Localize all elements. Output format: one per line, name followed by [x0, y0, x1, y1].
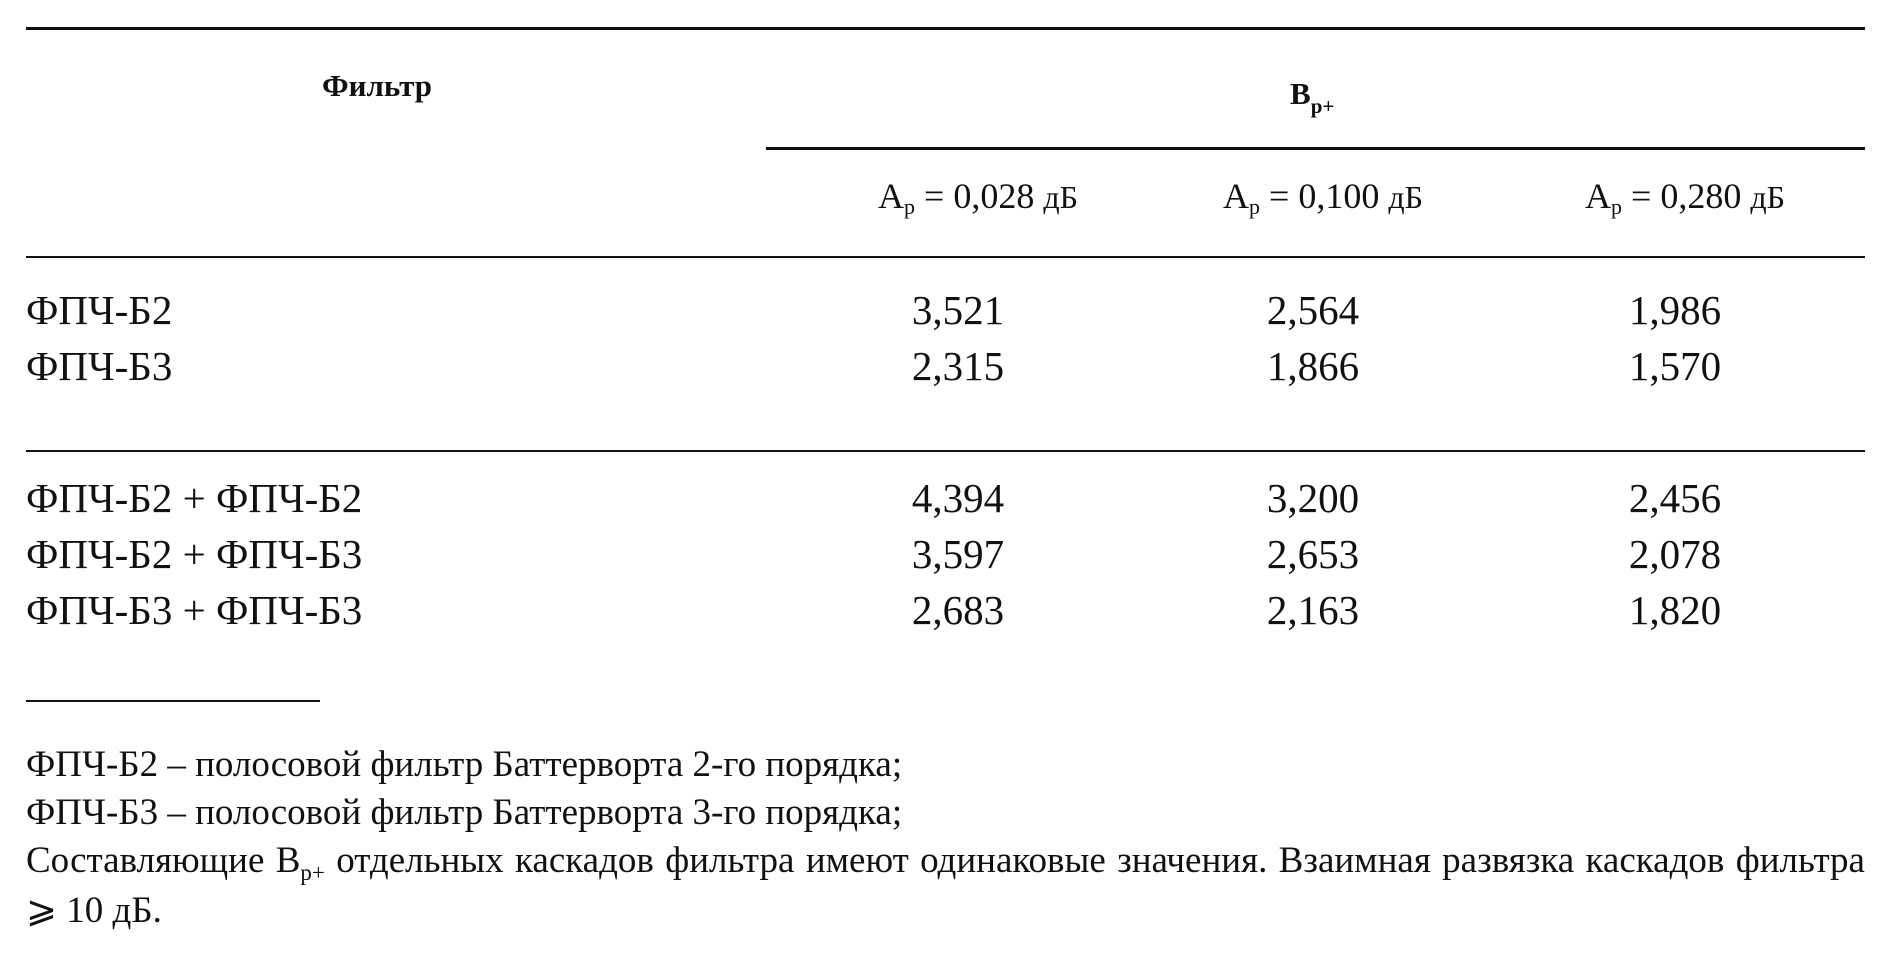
column-header-3	[1585, 175, 1785, 217]
column-header-1	[878, 175, 1078, 217]
footnote-line-3	[26, 838, 1865, 934]
column-header-subscript: р	[1249, 194, 1261, 219]
table-cell: 2,078	[1628, 531, 1722, 577]
table-cell: 2,315	[911, 343, 1005, 389]
table-cell: 1,986	[1628, 287, 1722, 333]
column-header-symbol: A	[878, 176, 905, 216]
footnote-subscript: р+	[300, 860, 325, 885]
table-cell: 2,564	[1266, 287, 1360, 333]
row-label-fpch-b2: ФПЧ-Б2	[26, 287, 173, 333]
header-bottom-rule	[26, 256, 1865, 258]
table-top-rule	[26, 27, 1865, 30]
group-header-symbol: B	[1290, 76, 1311, 111]
column-header-value: = 0,028	[915, 176, 1044, 216]
footnote-line-2: ФПЧ-Б3 – полосовой фильтр Баттерворта 3-го порядка;	[26, 792, 903, 833]
row-label-b2-b3: ФПЧ-Б2 + ФПЧ-Б3	[26, 531, 363, 577]
column-header-unit: дБ	[1388, 179, 1423, 215]
column-header-unit: дБ	[1043, 179, 1078, 215]
row-label-b2-b2: ФПЧ-Б2 + ФПЧ-Б2	[26, 475, 363, 521]
footnote-text-rest: отдельных каскадов фильтра имеют одинаковые значения. Взаимная развязка каскадов фильтра ⩾ 10 дБ.	[26, 840, 1865, 931]
bandwidth-group-header	[1290, 76, 1335, 118]
table-cell: 2,163	[1266, 587, 1360, 633]
table-cell: 1,570	[1628, 343, 1722, 389]
column-header-value: = 0,100	[1260, 176, 1389, 216]
table-cell: 2,653	[1266, 531, 1360, 577]
table-cell: 3,200	[1266, 475, 1360, 521]
table-cell: 4,394	[911, 475, 1005, 521]
column-header-subscript: р	[1611, 194, 1623, 219]
column-header-2	[1223, 175, 1423, 217]
row-label-fpch-b3: ФПЧ-Б3	[26, 343, 173, 389]
group-header-rule	[766, 147, 1865, 150]
table-cell: 1,820	[1628, 587, 1722, 633]
footnote-rule	[26, 700, 320, 702]
group-separator-rule	[26, 450, 1865, 452]
table-cell: 3,597	[911, 531, 1005, 577]
table-cell: 1,866	[1266, 343, 1360, 389]
footnote-text-start: Составляющие B	[26, 840, 301, 881]
column-header-value: = 0,280	[1622, 176, 1751, 216]
group-header-subscript: р+	[1310, 94, 1335, 118]
column-header-symbol: A	[1223, 176, 1250, 216]
table-cell: 2,683	[911, 587, 1005, 633]
column-header-symbol: A	[1585, 176, 1612, 216]
row-label-b3-b3: ФПЧ-Б3 + ФПЧ-Б3	[26, 587, 363, 633]
column-header-unit: дБ	[1750, 179, 1785, 215]
table-cell: 2,456	[1628, 475, 1722, 521]
table-cell: 3,521	[911, 287, 1005, 333]
filter-column-header: Фильтр	[322, 68, 432, 103]
column-header-subscript: р	[904, 194, 916, 219]
footnote-line-1: ФПЧ-Б2 – полосовой фильтр Баттерворта 2-го порядка;	[26, 744, 903, 785]
